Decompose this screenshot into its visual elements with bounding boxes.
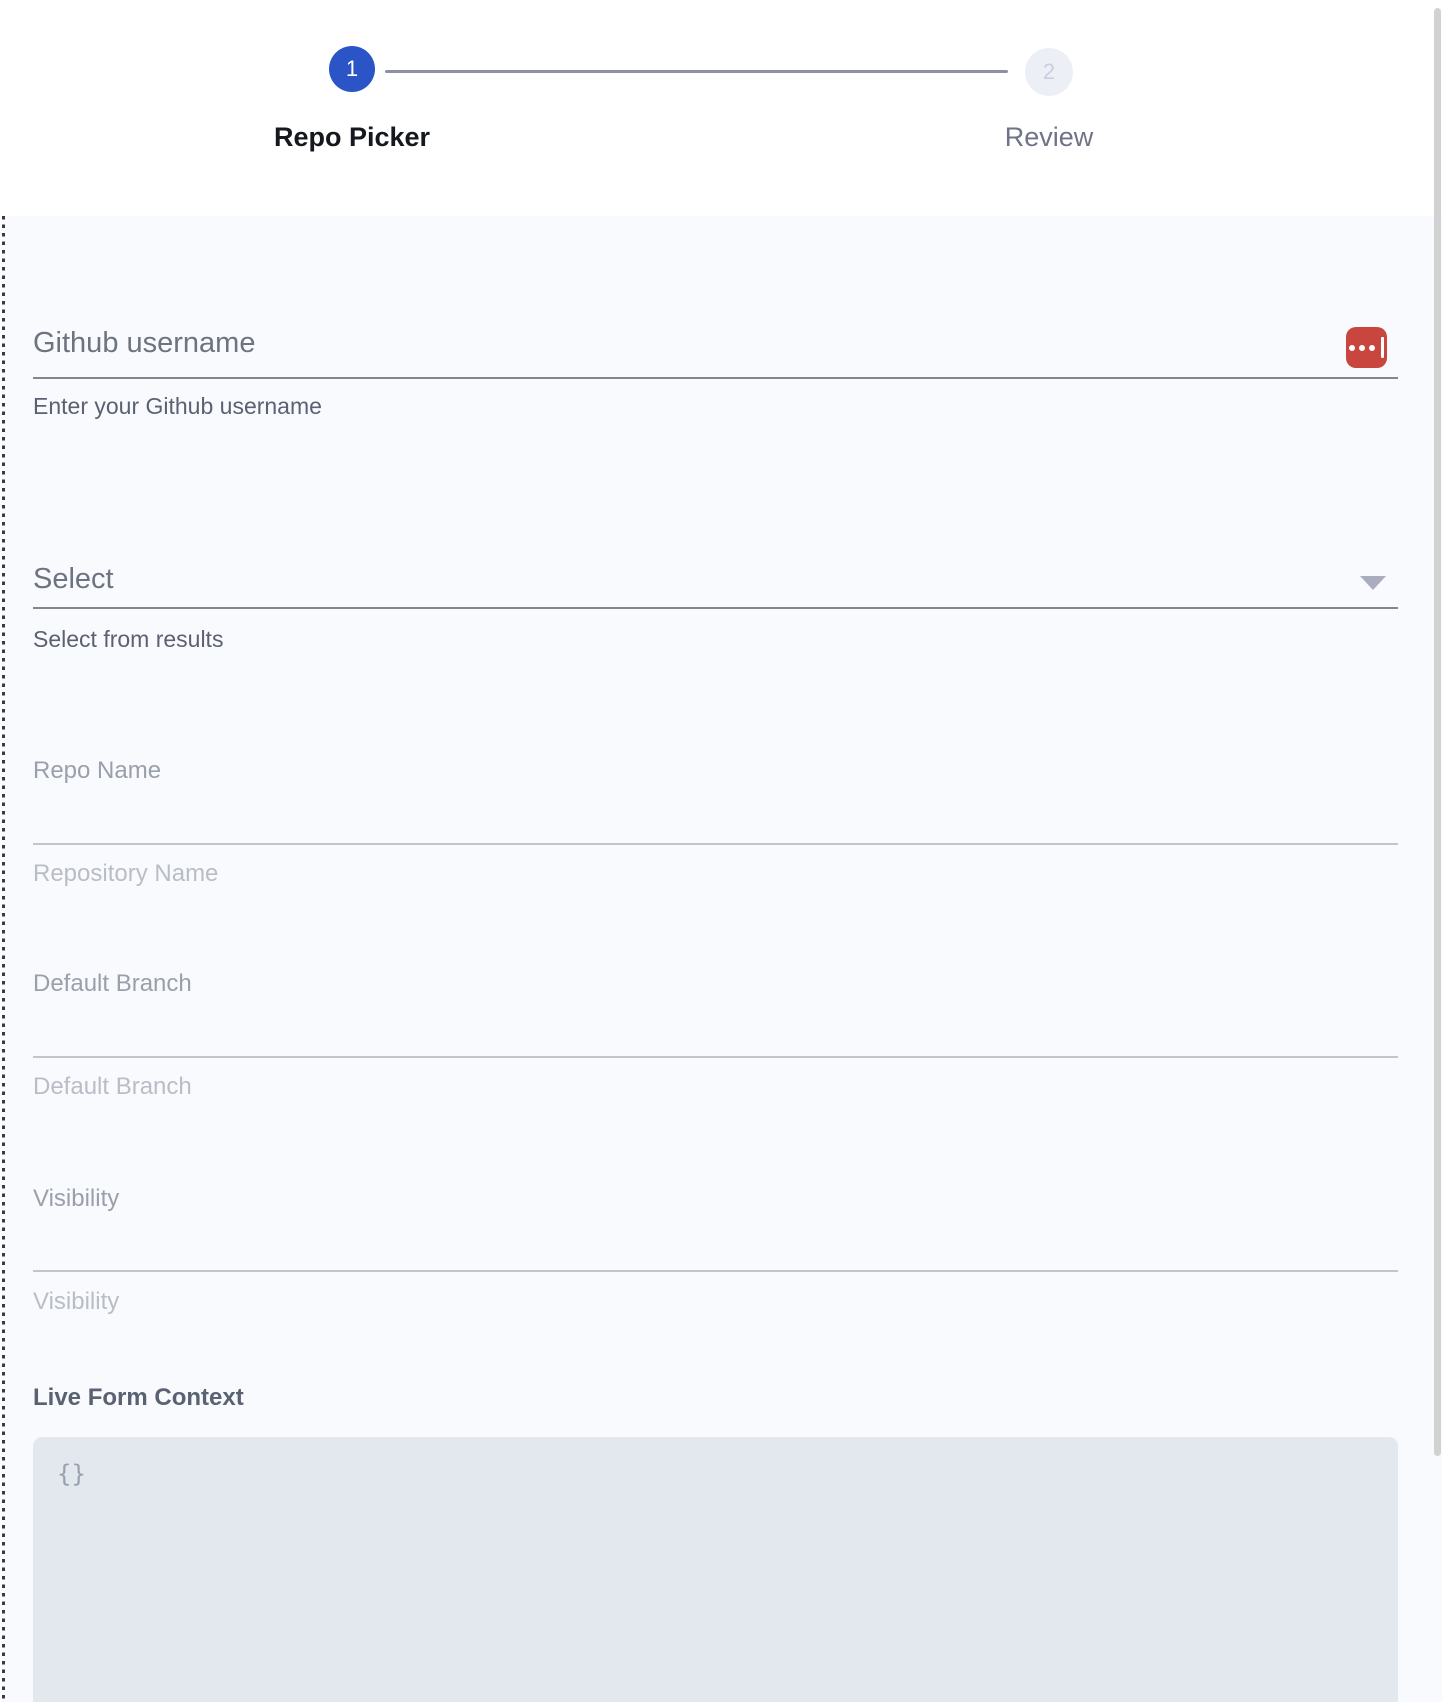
repo-name-underline — [33, 843, 1398, 845]
step-1-number: 1 — [345, 56, 359, 81]
default-branch-underline — [33, 1056, 1398, 1058]
step-1-indicator[interactable] — [329, 46, 375, 92]
github-username-input[interactable]: Github username — [33, 327, 256, 359]
chevron-down-icon[interactable] — [1360, 576, 1386, 590]
live-form-context-viewer — [33, 1437, 1398, 1702]
step-1-label: Repo Picker — [273, 122, 431, 152]
visibility-underline — [33, 1270, 1398, 1272]
github-username-underline — [33, 377, 1398, 379]
live-form-context-json: {} — [57, 1460, 86, 1488]
password-manager-autofill-icon[interactable] — [1346, 327, 1387, 368]
step-2-number: 2 — [1042, 59, 1056, 84]
visibility-input[interactable]: Visibility — [33, 1288, 120, 1315]
repo-name-label: Repo Name — [33, 757, 162, 784]
panel-dotted-border — [2, 216, 5, 1702]
vertical-scrollbar-thumb[interactable] — [1434, 8, 1441, 1456]
github-username-helper: Enter your Github username — [33, 393, 322, 419]
repo-name-input[interactable]: Repository Name — [33, 860, 219, 887]
live-form-context-label: Live Form Context — [33, 1384, 244, 1411]
repo-select-helper: Select from results — [33, 626, 224, 652]
step-2-label: Review — [1004, 122, 1094, 152]
stepper-connector-line — [385, 70, 1008, 73]
default-branch-label: Default Branch — [33, 970, 192, 997]
step-2-indicator[interactable] — [1025, 48, 1073, 96]
default-branch-input[interactable]: Default Branch — [33, 1073, 192, 1100]
repo-select-dropdown[interactable]: Select — [33, 563, 114, 595]
repo-select-underline — [33, 607, 1398, 609]
visibility-label: Visibility — [33, 1185, 120, 1212]
